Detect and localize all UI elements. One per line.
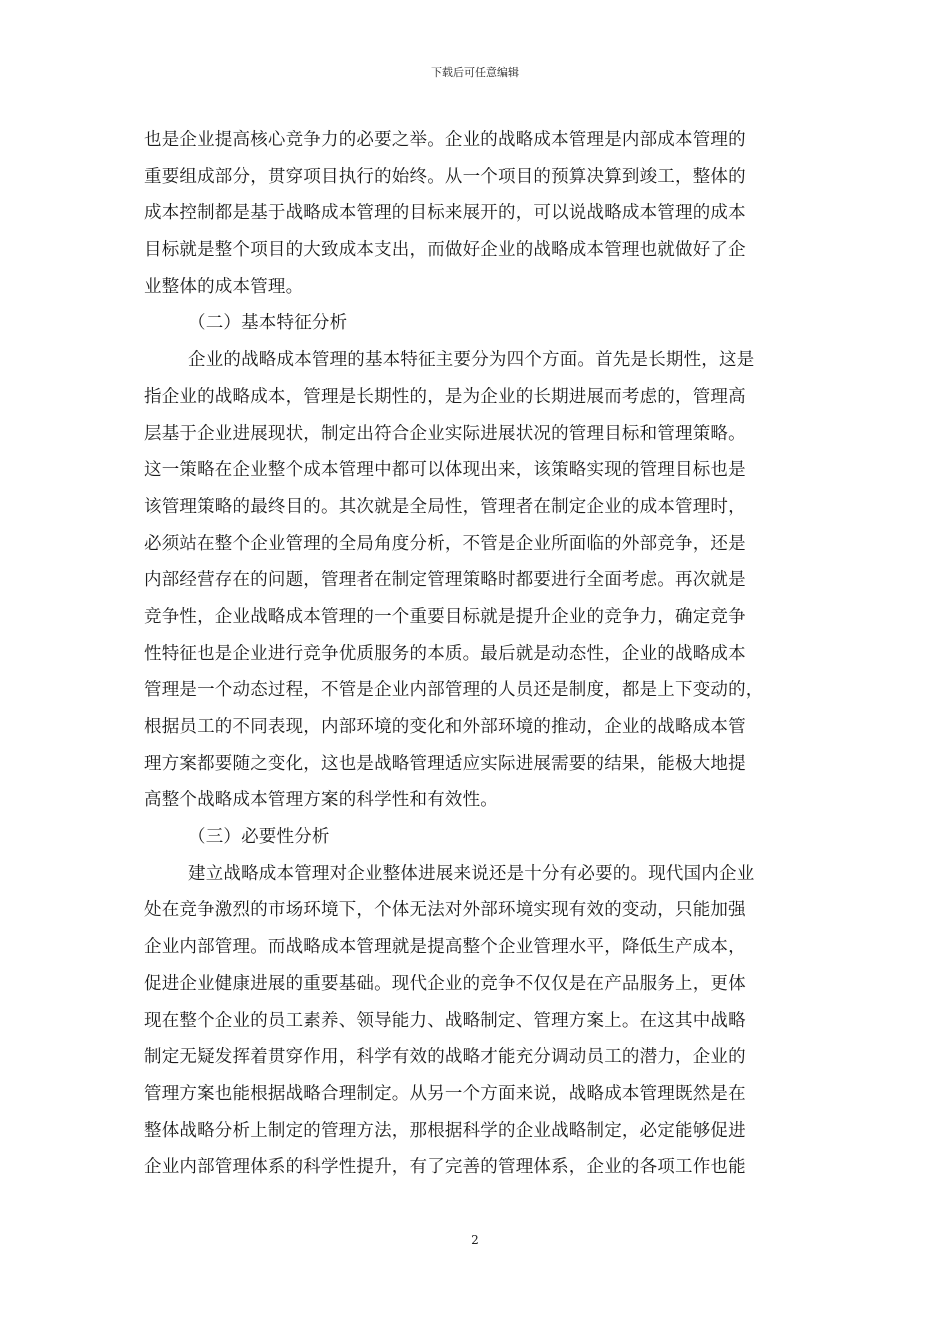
text-line: 必须站在整个企业管理的全局角度分析，不管是企业所面临的外部竞争，还是 — [144, 533, 746, 554]
text-line: 管理方案也能根据战略合理制定。从另一个方面来说，战略成本管理既然是在 — [144, 1083, 746, 1104]
text-line: 高整个战略成本管理方案的科学性和有效性。 — [144, 790, 498, 811]
text-line: 促进企业健康进展的重要基础。现代企业的竞争不仅仅是在产品服务上，更体 — [144, 973, 746, 994]
text-line: 企业内部管理。而战略成本管理就是提高整个企业管理水平，降低生产成本， — [144, 937, 746, 958]
text-line: 成本控制都是基于战略成本管理的目标来展开的，可以说战略成本管理的成本 — [144, 203, 746, 224]
text-line: 现在整个企业的员工素养、领导能力、战略制定、管理方案上。在这其中战略 — [144, 1010, 746, 1031]
text-line: 企业内部管理体系的科学性提升，有了完善的管理体系，企业的各项工作也能 — [144, 1157, 746, 1178]
section-heading: （二）基本特征分析 — [188, 313, 348, 334]
page-number: 2 — [471, 1233, 479, 1247]
text-line: 管理是一个动态过程，不管是企业内部管理的人员还是制度，都是上下变动的， — [144, 680, 764, 701]
text-line: 目标就是整个项目的大致成本支出，而做好企业的战略成本管理也就做好了企 — [144, 240, 746, 261]
text-line: 性特征也是企业进行竞争优质服务的本质。最后就是动态性，企业的战略成本 — [144, 643, 746, 664]
text-line: 该管理策略的最终目的。其次就是全局性，管理者在制定企业的成本管理时， — [144, 496, 746, 517]
text-line: 根据员工的不同表现，内部环境的变化和外部环境的推动，企业的战略成本管 — [144, 717, 746, 737]
text-line: 这一策略在企业整个成本管理中都可以体现出来，该策略实现的管理目标也是 — [144, 460, 746, 481]
document-body — [144, 122, 808, 1186]
text-line: 层基于企业进展现状，制定出符合企业实际进展状况的管理目标和管理策略。 — [144, 423, 746, 444]
text-line: 指企业的战略成本，管理是长期性的，是为企业的长期进展而考虑的，管理高 — [144, 386, 746, 407]
text-line: 制定无疑发挥着贯穿作用，科学有效的战略才能充分调动员工的潜力，企业的 — [144, 1047, 746, 1068]
text-line: 重要组成部分，贯穿项目执行的始终。从一个项目的预算决算到竣工，整体的 — [144, 166, 746, 187]
section-heading: （三）必要性分析 — [188, 827, 330, 848]
text-line: 内部经营存在的问题，管理者在制定管理策略时都要进行全面考虑。再次就是 — [144, 570, 746, 591]
text-line: 企业的战略成本管理的基本特征主要分为四个方面。首先是长期性，这是 — [188, 350, 755, 371]
page-header: 下载后可任意编辑 — [431, 66, 519, 79]
text-line: 理方案都要随之变化，这也是战略管理适应实际进展需要的结果，能极大地提 — [144, 753, 746, 774]
text-line: 整体战略分析上制定的管理方法，那根据科学的企业战略制定，必定能够促进 — [144, 1120, 746, 1141]
text-line: 也是企业提高核心竞争力的必要之举。企业的战略成本管理是内部成本管理的 — [144, 130, 746, 150]
text-line: 业整体的成本管理。 — [144, 276, 304, 297]
text-line: 建立战略成本管理对企业整体进展来说还是十分有必要的。现代国内企业 — [188, 863, 755, 884]
text-line: 处在竞争激烈的市场环境下，个体无法对外部环境实现有效的变动，只能加强 — [144, 900, 746, 921]
text-line: 竞争性，企业战略成本管理的一个重要目标就是提升企业的竞争力，确定竞争 — [144, 606, 746, 627]
